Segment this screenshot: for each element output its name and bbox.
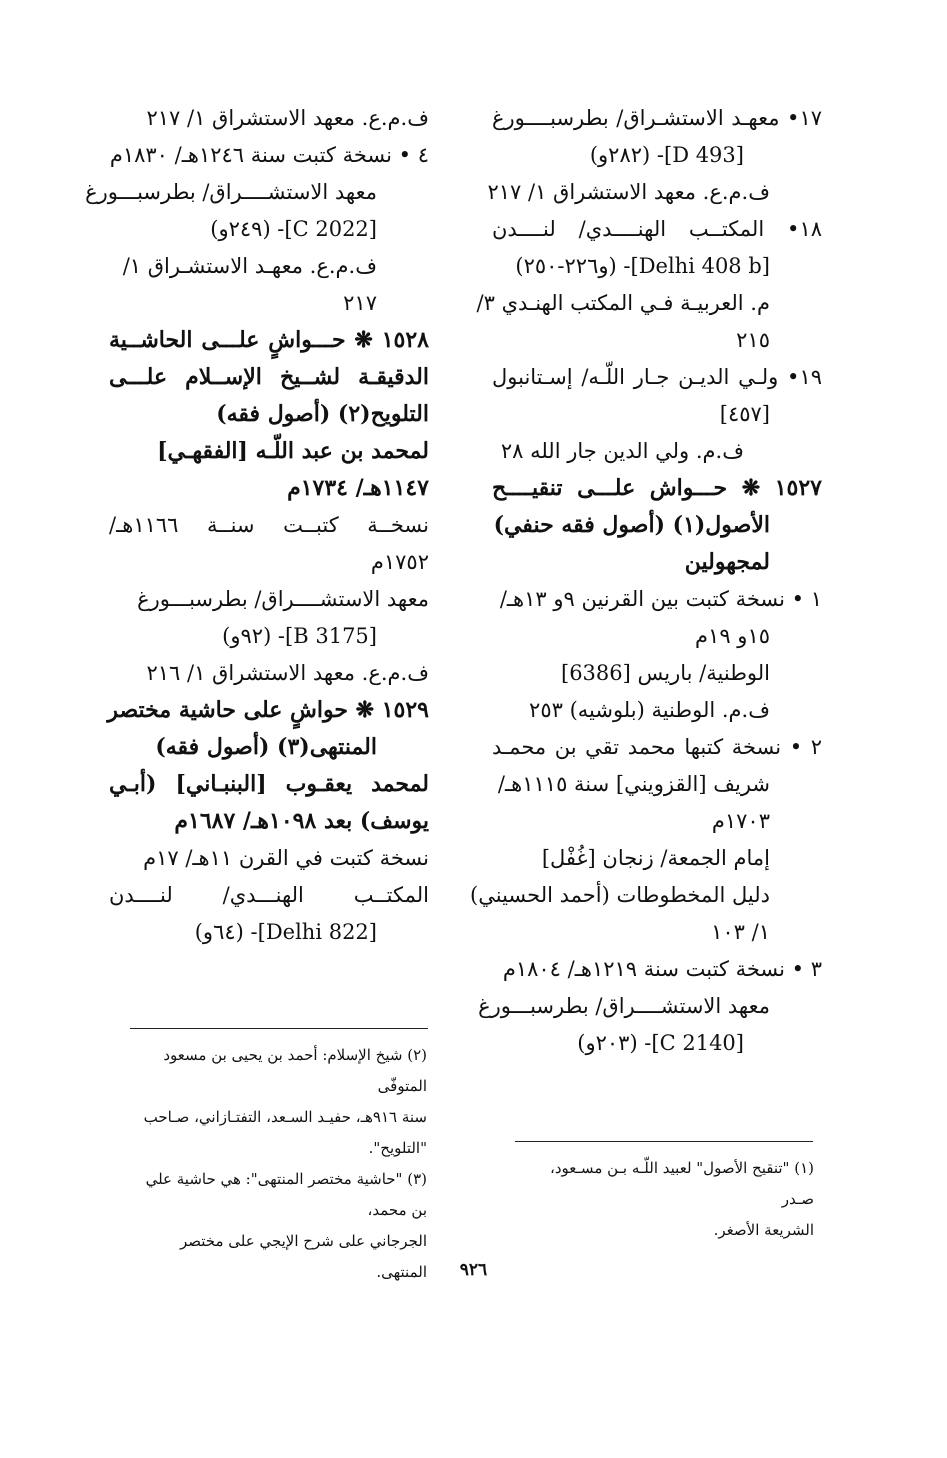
page-number: ٩٢٦: [459, 1260, 488, 1280]
entry-author-dates: ١١٤٧هـ/ ١٧٣٤م: [287, 475, 429, 501]
entry-line: ١/ ١٠٣: [711, 920, 770, 944]
entry-line: إمام الجمعة/ زنجان [غُفْل]: [541, 846, 770, 870]
entry-line: [Delhi 822]- (٦٤و): [194, 920, 377, 944]
footnote-line: (١) "تنقيح الأصول" لعبيد اللّـه بـن مسـعود، صـدر: [550, 1159, 814, 1208]
footnote-line: الجرجاني على شرح الإيجي على مختصر المنتهى.: [179, 1232, 427, 1281]
entry-line: ف.م.ع. معهد الاستشراق ١/ ٢١٧: [487, 180, 770, 204]
entry-line: [C 2140]- (٢٠٣و): [577, 1031, 744, 1055]
entry-line: ١٩• ولـي الديـن جـار اللّـه/ إسـتانبول: [492, 365, 822, 389]
entry-line: [Delhi 408 b]- (و٢٢٦-٢٥٠): [515, 254, 770, 278]
footnote-line: "التلويح".: [368, 1139, 427, 1157]
entry-line: ٢ • نسخة كتبها محمد تقي بن محمـد: [492, 735, 822, 759]
entry-line: ٤ • نسخة كتبت سنة ١٢٤٦هـ/ ١٨٣٠م: [109, 143, 429, 167]
entry-author: لمحمد بن عبد اللّـه [الفقهـي]: [157, 438, 429, 464]
entry-title: المنتهى(٣) (أصول فقه): [155, 734, 377, 760]
entry-author: لمحمد يعقـوب [البنبـاني] (أبـي: [109, 771, 429, 797]
entry-line: [C 2022]- (٢٤٩و): [210, 217, 377, 241]
right-column: [470, 100, 822, 1062]
entry-heading-1529: ١٥٢٩ ❋ حواشٍ على حاشية مختصر: [107, 697, 429, 723]
entry-heading-1527: ١٥٢٧ ❋ حـــواش علـــى تنقيــــح: [492, 475, 822, 501]
left-column: [85, 100, 429, 951]
footnote-rule-right: [515, 1141, 813, 1142]
entry-title: الأصول(١) (أصول فقه حنفي): [493, 512, 770, 538]
entry-line: [٤٥٧]: [719, 402, 770, 426]
footnote-line: الشريعة الأصغر.: [713, 1221, 814, 1239]
entry-author: لمجهولين: [684, 549, 770, 575]
footnotes-left: [127, 1040, 427, 1288]
entry-line: شريف [القزويني] سنة ١١١٥هـ/: [497, 772, 770, 796]
entry-line: ٣ • نسخة كتبت سنة ١٢١٩هـ/ ١٨٠٤م: [502, 957, 822, 981]
entry-title: الدقيقـة لشــيخ الإســلام علـــى: [109, 364, 429, 390]
entry-line: ١٧٠٣م: [711, 809, 770, 833]
entry-line: ١٥و ١٩م: [695, 624, 770, 648]
entry-line: نسخــة كتبــت سنــة ١١٦٦هـ/: [109, 513, 429, 537]
footnote-line: (٢) شيخ الإسلام: أحمد بن يحيى بن مسعود المتوفّى: [163, 1046, 427, 1095]
entry-line: ٢١٧: [343, 291, 377, 315]
entry-line: معهد الاستشــــراق/ بطرسبـــورغ: [137, 587, 429, 611]
entry-line: ١٧٥٢م: [370, 550, 429, 574]
entry-author-dates: يوسف) بعد ١٠٩٨هـ/ ١٦٨٧م: [174, 808, 429, 834]
entry-line: [B 3175]- (٩٢و): [222, 624, 377, 648]
footnotes-right: [514, 1153, 814, 1246]
entry-line: ٢١٥: [736, 328, 770, 352]
entry-line: الوطنية/ باريس [6386]: [560, 661, 770, 685]
entry-line: ١٧• معهـد الاستشـراق/ بطرسبــــورغ: [492, 106, 822, 130]
footnote-line: سنة ٩١٦هـ، حفيـد السـعد، التفتـازاني، صـاحب: [143, 1108, 427, 1126]
entry-line: المكتــب الهنـــدي/ لنــــدن: [109, 883, 429, 907]
entry-line: ف.م.ع. معهـد الاستشـراق ١/: [122, 254, 377, 278]
entry-line: دليل المخطوطات (أحمد الحسيني): [470, 883, 770, 907]
entry-title: التلويح(٢) (أصول فقه): [216, 401, 429, 427]
entry-line: نسخة كتبت في القرن ١١هـ/ ١٧م: [143, 846, 429, 870]
entry-line: معهد الاستشــــراق/ بطرسبـــورغ: [85, 180, 377, 204]
entry-line: ف.م.ع. معهد الاستشراق ١/ ٢١٧: [146, 106, 429, 130]
entry-line: ١٨• المكتــب الهنــــدي/ لنــــدن: [492, 217, 822, 241]
entry-line: ف.م. ولي الدين جار الله ٢٨: [500, 439, 744, 463]
entry-line: م. العربيـة فـي المكتب الهنـدي ٣/: [476, 291, 770, 315]
entry-line: ١ • نسخة كتبت بين القرنين ٩و ١٣هـ/: [499, 587, 822, 611]
entry-line: ف.م.ع. معهد الاستشراق ١/ ٢١٦: [146, 661, 429, 685]
entry-line: [D 493]- (٢٨٢و): [589, 143, 744, 167]
footnote-line: (٣) "حاشية مختصر المنتهى": هي حاشية علي بن محمد،: [145, 1170, 427, 1219]
entry-line: معهد الاستشــــراق/ بطرسبـــورغ: [478, 994, 770, 1018]
entry-heading-1528: ١٥٢٨ ❋ حـــواشٍ علـــى الحاشــية: [109, 327, 429, 353]
footnote-rule-left: [130, 1028, 428, 1029]
entry-line: ف.م. الوطنية (بلوشيه) ٢٥٣: [529, 698, 770, 722]
